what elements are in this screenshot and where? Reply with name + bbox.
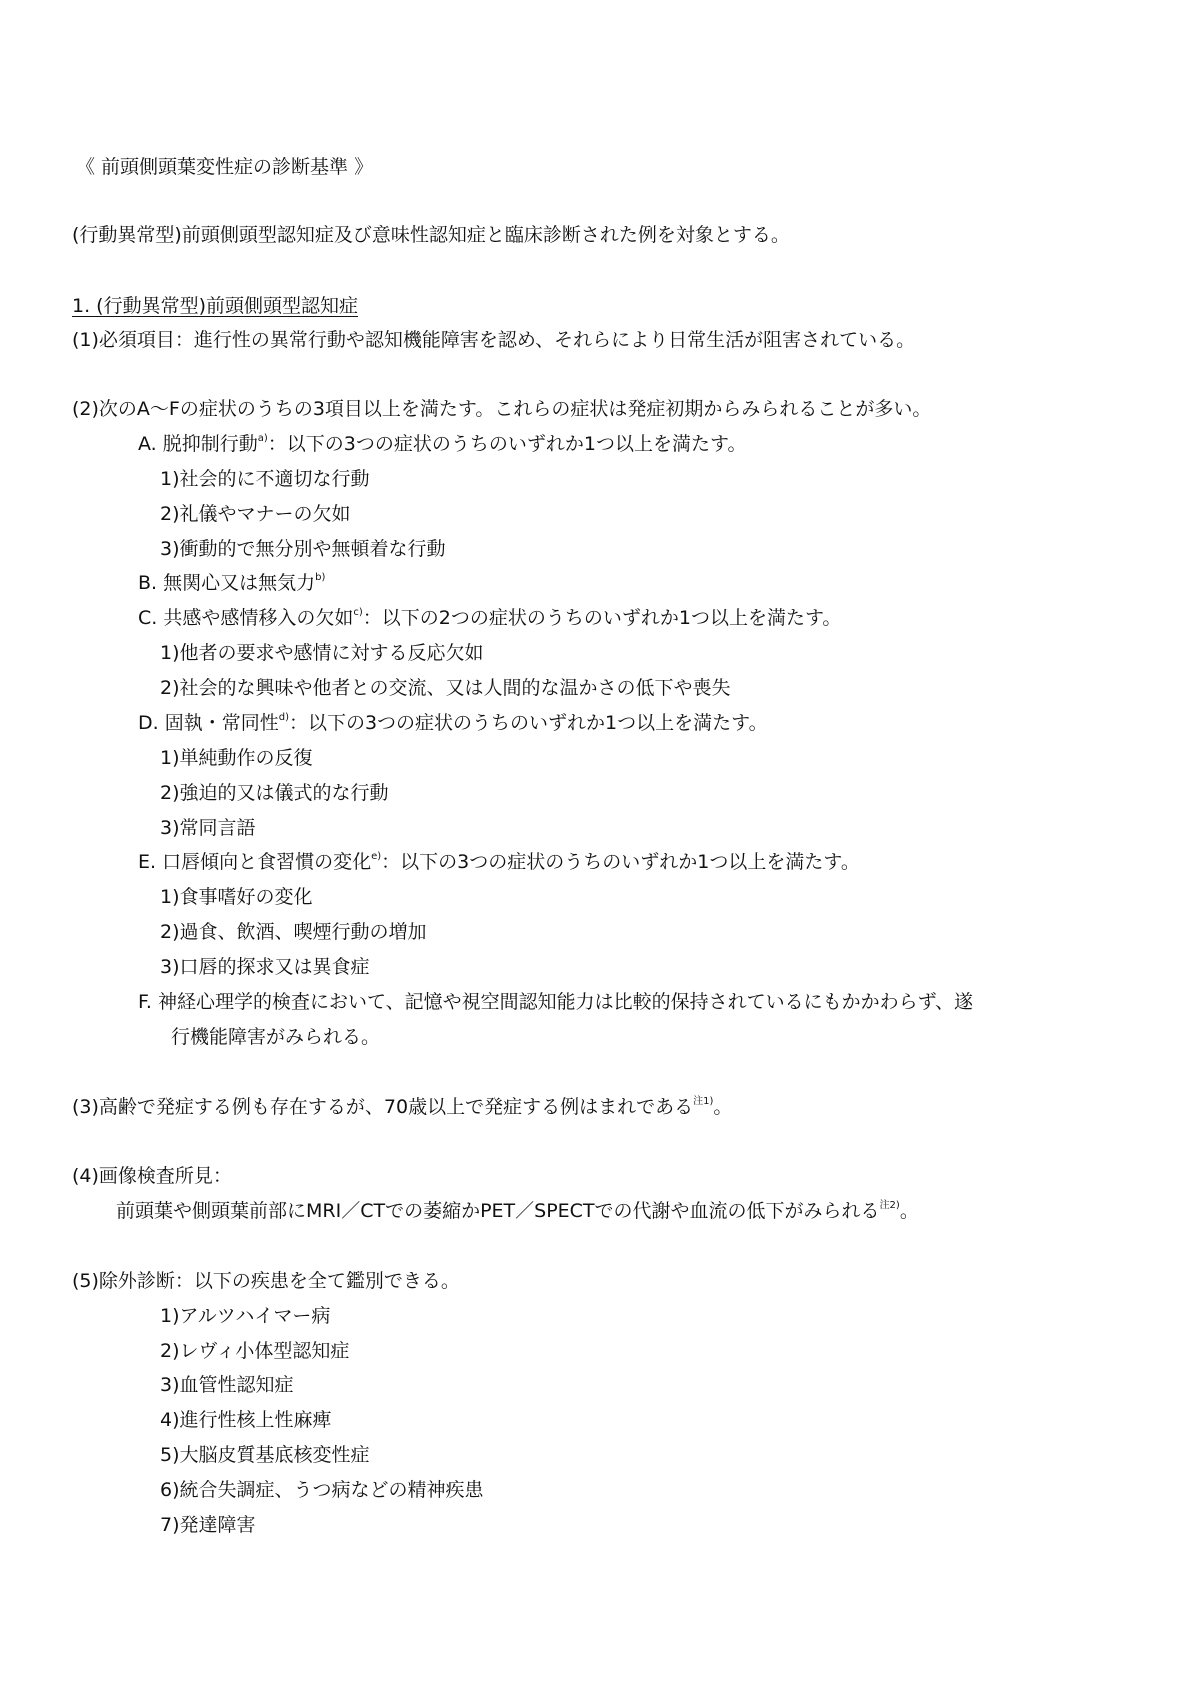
document-title: 《 前頭側頭葉変性症の診断基準 》 (76, 156, 374, 178)
criterion-e-item: 2)過食、飲酒、喫煙行動の増加 (160, 921, 427, 943)
criterion-c (138, 607, 841, 629)
footnote-mark-e: e) (371, 851, 382, 862)
criterion-d-rest: ：以下の3つの症状のうちのいずれか1つ以上を満たす。 (288, 712, 768, 734)
exclusion-item: 7)発達障害 (160, 1514, 256, 1536)
exclusion-item: 3)血管性認知症 (160, 1374, 294, 1396)
criterion-d-item: 1)単純動作の反復 (160, 747, 313, 769)
footnote-mark-c: c) (353, 607, 363, 618)
footnote-mark-a: a) (257, 433, 268, 444)
criterion-a-rest: ：以下の3つの症状のうちのいずれか1つ以上を満たす。 (267, 433, 747, 455)
footnote-mark-d: d) (278, 712, 289, 723)
criterion-d-label: D. 固執・常同性 (138, 712, 279, 734)
exclusion-item: 5)大脳皮質基底核変性症 (160, 1444, 370, 1466)
item-4-end: 。 (899, 1200, 919, 1222)
criterion-e-label: E. 口唇傾向と食習慣の変化 (138, 851, 372, 873)
criterion-e (138, 851, 860, 873)
criterion-f-line2: 行機能障害がみられる。 (171, 1026, 381, 1048)
exclusion-item: 1)アルツハイマー病 (160, 1305, 331, 1327)
criterion-d-item: 2)強迫的又は儀式的な行動 (160, 782, 389, 804)
criterion-c-item: 1)他者の要求や感情に対する反応欠如 (160, 642, 484, 664)
footnote-mark-b: b) (315, 572, 326, 583)
criterion-b-label: B. 無関心又は無気力 (138, 572, 316, 594)
criterion-e-item: 3)口唇的探求又は異食症 (160, 956, 370, 978)
criterion-a-item: 2)礼儀やマナーの欠如 (160, 503, 351, 525)
criterion-c-item: 2)社会的な興味や他者との交流、又は人間的な温かさの低下や喪失 (160, 677, 731, 699)
criterion-f-line1: F. 神経心理学的検査において、記憶や視空間認知能力は比較的保持されているにもかかわらず、遂 (138, 991, 974, 1013)
intro-text: (行動異常型)前頭側頭型認知症及び意味性認知症と臨床診断された例を対象とする。 (72, 224, 790, 246)
item-3-end: 。 (713, 1096, 733, 1118)
item-1-required: (1)必須項目：進行性の異常行動や認知機能障害を認め、それらにより日常生活が阻害されている。 (72, 329, 916, 351)
item-2-criteria: (2)次のA～Fの症状のうちの3項目以上を満たす。これらの症状は発症初期からみられることが多い。 (72, 398, 932, 420)
exclusion-item: 6)統合失調症、うつ病などの精神疾患 (160, 1479, 484, 1501)
footnote-mark-2: 注2) (879, 1200, 900, 1211)
section-heading: 1. (行動異常型)前頭側頭型認知症 (72, 295, 358, 317)
item-4-imaging (116, 1200, 919, 1222)
criterion-a (138, 433, 746, 455)
criterion-d (138, 712, 768, 734)
criterion-e-item: 1)食事嗜好の変化 (160, 886, 313, 908)
criterion-c-label: C. 共感や感情移入の欠如 (138, 607, 354, 629)
criterion-b (138, 572, 325, 594)
criterion-d-item: 3)常同言語 (160, 817, 256, 839)
criterion-c-rest: ：以下の2つの症状のうちのいずれか1つ以上を満たす。 (362, 607, 842, 629)
footnote-mark-1: 注1) (693, 1096, 714, 1107)
exclusion-item: 2)レヴィ小体型認知症 (160, 1340, 350, 1362)
item-4-text: 前頭葉や側頭葉前部にMRI／CTでの萎縮かPET／SPECTでの代謝や血流の低下がみられる (116, 1200, 880, 1222)
item-3-age (72, 1096, 732, 1118)
criterion-e-rest: ：以下の3つの症状のうちのいずれか1つ以上を満たす。 (381, 851, 860, 873)
criterion-a-item: 3)衝動的で無分別や無頓着な行動 (160, 538, 446, 560)
item-3-text: (3)高齢で発症する例も存在するが、70歳以上で発症する例はまれである (72, 1096, 694, 1118)
criterion-a-label: A. 脱抑制行動 (138, 433, 258, 455)
item-4-heading: (4)画像検査所見： (72, 1165, 232, 1187)
exclusion-item: 4)進行性核上性麻痺 (160, 1409, 332, 1431)
item-5-heading: (5)除外診断：以下の疾患を全て鑑別できる。 (72, 1270, 460, 1292)
criterion-a-item: 1)社会的に不適切な行動 (160, 468, 370, 490)
